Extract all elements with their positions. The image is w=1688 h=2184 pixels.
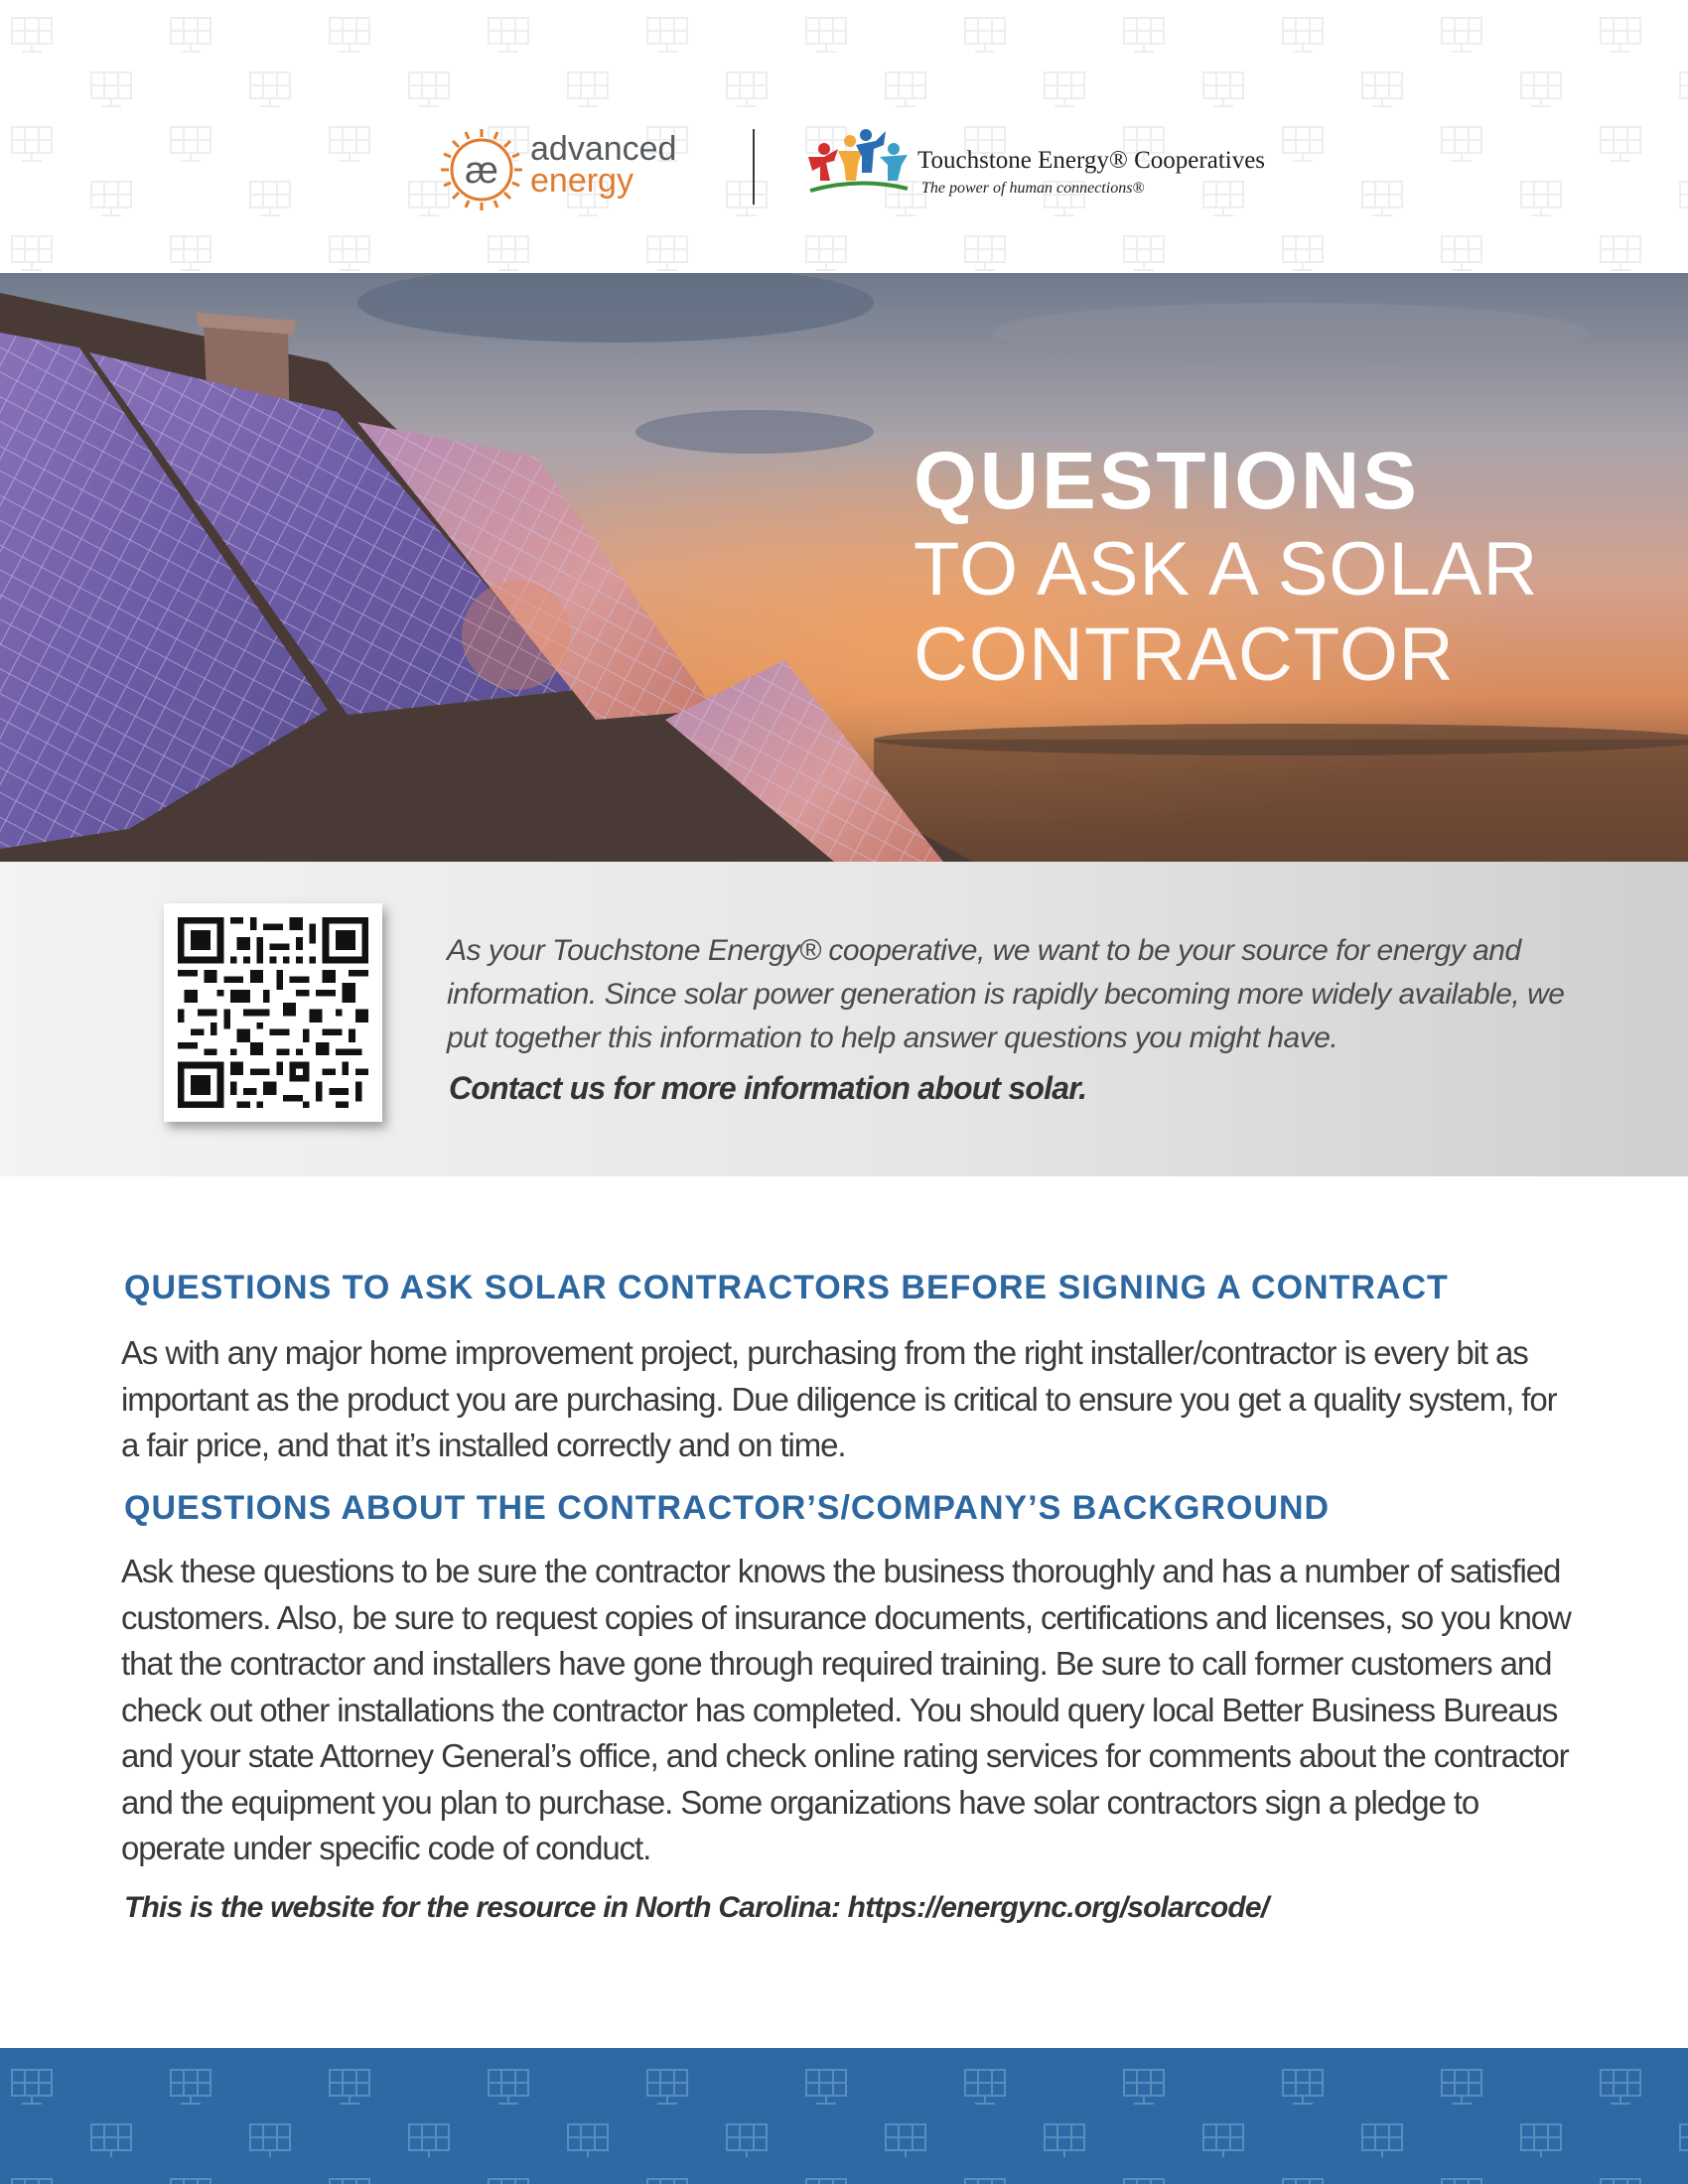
- hero-image: [0, 273, 1688, 862]
- hero-title: [914, 437, 1538, 697]
- intro-contact-line: Contact us for more information about solar.: [449, 1070, 1087, 1106]
- footer-band: [0, 2048, 1688, 2184]
- section-body-before-signing: As with any major home improvement project, purchasing from the right installer/contractor is every bit as important as the product you are purchasing. Due diligence is critical to ensure you get a quality system, for a fair price, and that it’s installed correctly and on time.: [121, 1334, 1557, 1463]
- logo-divider: [753, 129, 755, 205]
- advanced-energy-sun-icon: [439, 127, 524, 212]
- touchstone-name: Touchstone Energy® Cooperatives: [917, 147, 1266, 174]
- touchstone-energy-logo: [804, 127, 1281, 206]
- ae-logo-line2: energy: [530, 162, 633, 200]
- advanced-energy-logo: [439, 125, 717, 214]
- ae-logo-line1: advanced: [530, 130, 677, 168]
- hero-title-line1: QUESTIONS: [914, 436, 1420, 526]
- section-heading-before-signing: QUESTIONS TO ASK SOLAR CONTRACTORS BEFORE SIGNING A CONTRACT: [124, 1269, 1449, 1306]
- touchstone-tagline: The power of human connections®: [921, 180, 1145, 197]
- hero-title-line3: CONTRACTOR: [914, 613, 1455, 697]
- qr-code[interactable]: [164, 903, 382, 1122]
- hero-title-line2: TO ASK A SOLAR: [914, 527, 1539, 612]
- section-heading-background: QUESTIONS ABOUT THE CONTRACTOR’S/COMPANY’S BACKGROUND: [124, 1489, 1331, 1527]
- qr-code-icon: [178, 917, 368, 1108]
- touchstone-figures-icon: [804, 127, 914, 205]
- svg-text:æ: æ: [465, 150, 498, 192]
- website-note: This is the website for the resource in North Carolina: https://energync.org/solarcode/: [124, 1891, 1269, 1924]
- solar-panel-pattern-bottom: [0, 2048, 1688, 2184]
- intro-paragraph: As your Touchstone Energy® cooperative, we want to be your source for energy and information. Since solar power generation is rapidly becoming more widely available, we put together this information to help answer questions you might have.: [447, 934, 1565, 1054]
- section-body-background: Ask these questions to be sure the contractor knows the business thoroughly and has a number of satisfied customers. Also, be sure to request copies of insurance documents, certifications and licenses, so you know that the contractor and installers have gone through required training. Be sure to call former customers and check out other installations the contractor has completed. You should query local Better Business Bureaus and your state Attorney General’s office, and check online rating services for comments about the contractor and the equipment you plan to purchase. Some organizations have solar contractors sign a pledge to operate under specific code of conduct.: [121, 1553, 1571, 1866]
